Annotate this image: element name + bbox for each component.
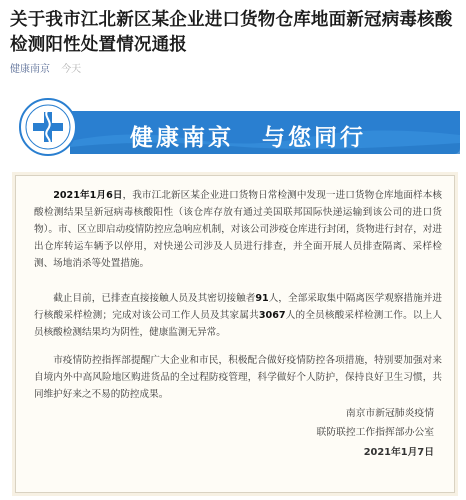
publish-time: 今天 (61, 64, 82, 75)
signature-line-2: 联防联控工作指挥部办公室 (316, 427, 434, 438)
notice-paragraph-1: 2021年1月6日，我市江北新区某企业进口货物日常检测中发现一进口货物仓库地面样本核酸检测结果呈新冠病毒核酸阳性（该仓库存放有通过美国联邦国际快递运输到该公司的进口货物）。市、区立即启动疫情防控应急响应机制，对该公司涉疫仓库进行封闭，货物进行封存，对进出仓库转运车辆予以停用，对快递公司涉及人员进行排查，并全面开展人员排查隔离、采样检测、场地消杀等处置措施。 (34, 190, 442, 269)
notice-paragraph-2: 截止目前，已排查直接接触人员及其密切接触者91人，全部采取集中隔离医学观察措施并进行核酸采样检测；完成对该公司工作人员及其家属共3067人的全员核酸采样检测工作。以上人员核酸检测结果均为阴性，健康监测无异常。 (34, 293, 443, 338)
article-title: 关于我市江北新区某企业进口货物仓库地面新冠病毒核酸检测阳性处置情况通报 (10, 10, 453, 55)
banner-slogan (130, 119, 366, 152)
notice-paragraph-3: 市疫情防控指挥部提醒广大企业和市民，积极配合做好疫情防控各项措施，特别要加强对来自境内外中高风险地区购进货品的全过程防疫管理，科学做好个人防护，保持良好卫生习惯，共同维护好来之不易的防控成果。 (34, 355, 442, 400)
account-name-link[interactable]: 健康南京 (10, 64, 50, 75)
contacts-count: 91 (255, 293, 269, 304)
slogan-right: 与您同行 (262, 124, 366, 151)
slogan-left: 健康南京 (130, 124, 234, 151)
notice-card (15, 175, 455, 493)
health-emblem-logo (18, 97, 78, 157)
article-meta (10, 60, 81, 75)
signature-date: 2021年1月7日 (363, 447, 434, 458)
notice-date-bold: 2021年1月6日 (53, 190, 123, 201)
tested-count: 3067 (258, 310, 286, 321)
header-banner (10, 95, 460, 160)
signature-line-1: 南京市新冠肺炎疫情 (345, 408, 434, 419)
